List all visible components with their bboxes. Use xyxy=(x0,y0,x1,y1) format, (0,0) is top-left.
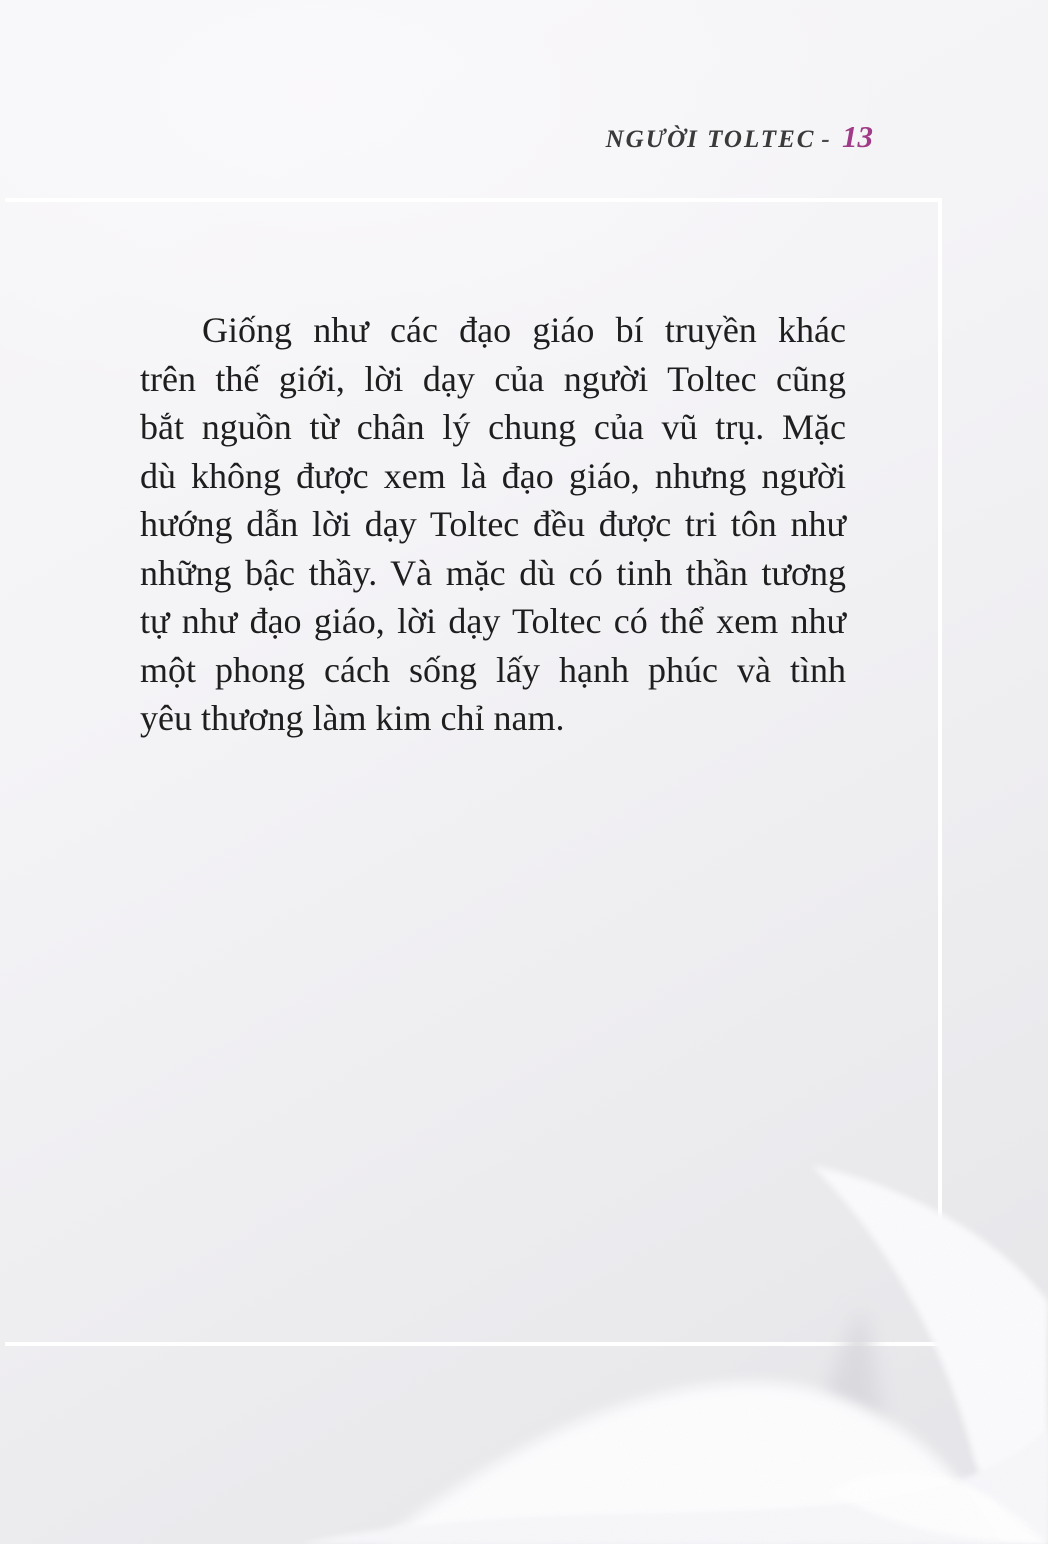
leaf xyxy=(828,1472,1048,1544)
petal-shadow xyxy=(430,1477,1048,1544)
paragraph-line: trên thế giới, lời dạy của người Toltec cũng xyxy=(140,358,846,399)
paragraph-line: một phong cách sống lấy hạnh phúc và tình xyxy=(140,649,846,690)
paragraph-line: tự như đạo giáo, lời dạy Toltec có thể xem như xyxy=(140,601,846,641)
leaf xyxy=(380,1383,1002,1544)
body-paragraph xyxy=(140,306,846,743)
paragraph-line: những bậc thầy. Và mặc dù có tinh thần tương xyxy=(140,552,846,593)
paragraph-line: yêu thương làm kim chỉ nam. xyxy=(140,698,565,738)
running-header xyxy=(606,121,873,155)
page-number: 13 xyxy=(842,119,873,154)
paragraph-line: hướng dẫn lời dạy Toltec đều được tri tôn như xyxy=(140,504,846,544)
petal-shadow xyxy=(935,1255,1048,1420)
book-title: NGƯỜI TOLTEC xyxy=(605,126,816,153)
leaf xyxy=(300,1428,1048,1544)
paragraph-line: Giống như các đạo giáo bí truyền khác xyxy=(202,310,846,350)
paragraph-line: bắt nguồn từ chân lý chung của vũ trụ. Mặc xyxy=(140,407,846,447)
header-separator: - xyxy=(821,126,830,153)
paragraph-line: dù không được xem là đạo giáo, nhưng người xyxy=(140,455,846,496)
